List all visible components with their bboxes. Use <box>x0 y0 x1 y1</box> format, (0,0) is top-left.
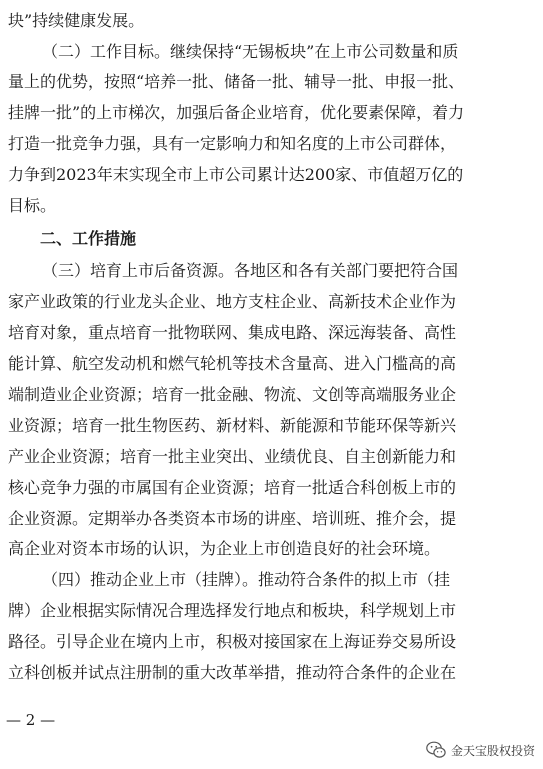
text-line: 量上的优势，按照“培养一批、储备一批、辅导一批、申报一批、 <box>8 72 465 91</box>
text-line: 牌）企业根据实际情况合理选择发行地点和板块，科学规划上市 <box>8 601 457 620</box>
text-line: 目标。 <box>8 196 57 215</box>
text-line: 路径。引导企业在境内上市，积极对接国家在上海证券交易所设 <box>8 632 457 651</box>
text-line: 企业资源。定期举办各类资本市场的讲座、培训班、推介会，提 <box>8 509 457 528</box>
text-line: 能计算、航空发动机和燃气轮机等技术含量高、进入门槛高的高 <box>8 354 457 373</box>
text-line: 业资源；培育一批生物医药、新材料、新能源和节能环保等新兴 <box>8 416 457 435</box>
wechat-icon <box>426 741 446 759</box>
text-line: 立科创板并试点注册制的重大改革举措，推动符合条件的企业在 <box>8 663 457 682</box>
text-line: 挂牌一批”的上市梯次，加强后备企业培育，优化要素保障，着力 <box>8 103 465 122</box>
text-line: 核心竞争力强的市属国有企业资源；培育一批适合科创板上市的 <box>8 478 457 497</box>
page-number: — 2 — <box>6 711 56 729</box>
text-line: （三）培育上市后备资源。各地区和各有关部门要把符合国 <box>42 261 459 280</box>
text-line: 打造一批竞争力强，具有一定影响力和知名度的上市公司群体， <box>8 134 457 153</box>
watermark <box>426 738 535 762</box>
text-line: 家产业政策的行业龙头企业、地方支柱企业、高新技术企业作为 <box>8 292 457 311</box>
text-line: 块”持续健康发展。 <box>8 11 145 30</box>
text-line: 产业企业资源；培育一批主业突出、业绩优良、自主创新能力和 <box>8 447 457 466</box>
text-line: （四）推动企业上市（挂牌）。推动符合条件的拟上市（挂 <box>42 570 451 589</box>
section-heading: 二、工作措施 <box>40 229 137 248</box>
text-line: 培育对象，重点培育一批物联网、集成电路、深远海装备、高性 <box>8 323 457 342</box>
text-line: 端制造业企业资源；培育一批金融、物流、文创等高端服务业企 <box>8 385 457 404</box>
text-line: 力争到2023年末实现全市上市公司累计达200家、市值超万亿的 <box>8 165 464 184</box>
text-line: （二）工作目标。继续保持“无锡板块”在上市公司数量和质 <box>42 42 459 61</box>
text-line: 高企业对资本市场的认识，为企业上市创造良好的社会环境。 <box>8 539 441 558</box>
watermark-text: 金天宝股权投资 <box>450 743 535 758</box>
